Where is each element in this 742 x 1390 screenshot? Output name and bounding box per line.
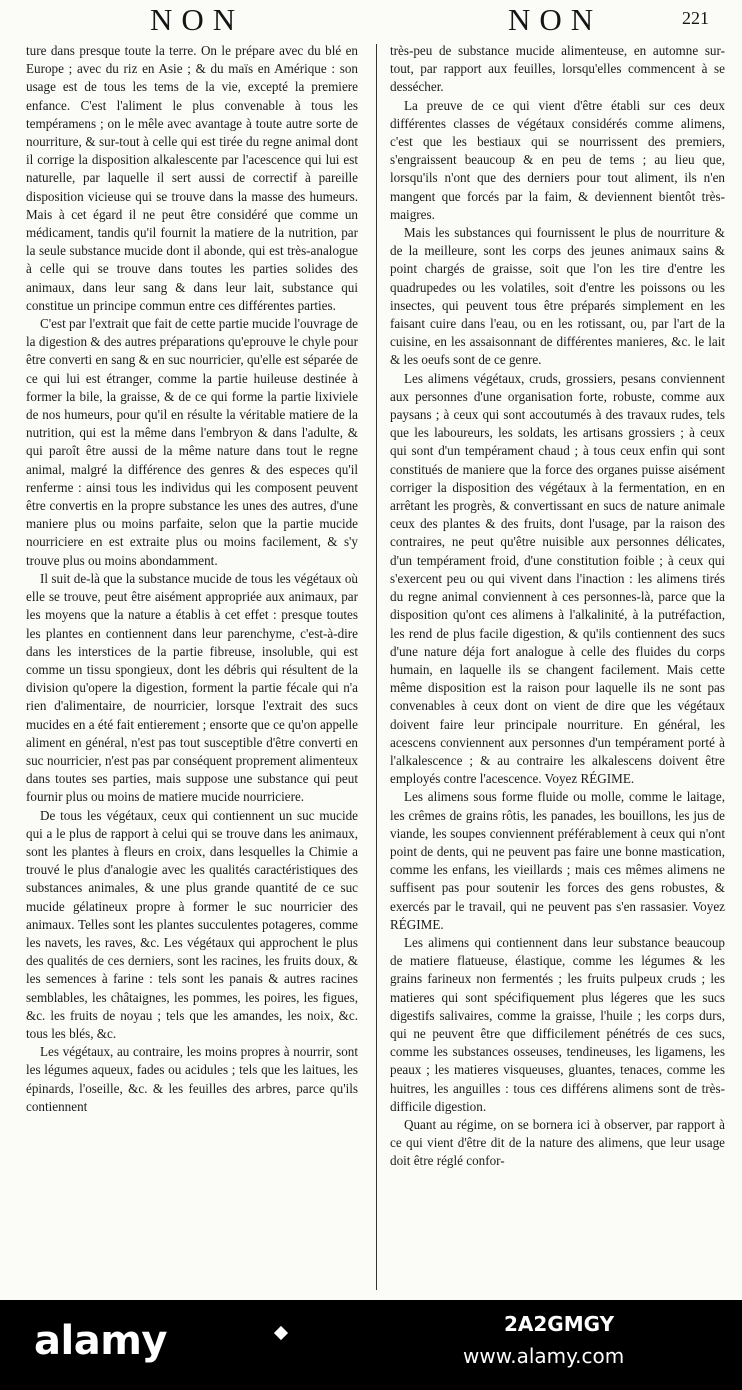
site-url: www.alamy.com <box>463 1344 625 1368</box>
paragraph: Quant au régime, on se bornera ici à observer, par rapport à ce qui vient d'être dit de la nature des alimens, que leur usage doit être réglé confor- <box>390 1116 725 1169</box>
left-headword: NON <box>150 2 245 37</box>
paragraph: Les alimens qui contiennent dans leur substance beaucoup de matiere flatueuse, élastique, comme les légumes & les grains farineux non fermentés ; les fruits pulpeux cruds ; les matieres qui sont spécifiquement plus légeres que les sucs digestifs salivaires, comme la graisse, l'huile ; les corps durs, qui ne peuvent être que difficilement pénétrés de ces sucs, comme les substances osseuses, tendineuses, les ligamens, les peaux ; les matieres visqueuses, gluantes, tenaces, comme les huitres, les anguilles : tous ces différens alimens sont de très-difficile digestion. <box>390 934 725 1114</box>
watermark-bar <box>0 1300 742 1390</box>
page-number: 221 <box>682 8 709 28</box>
paragraph: Mais les substances qui fournissent le plus de nourriture & de la meilleure, sont les corps des jeunes animaux sains & point chargés de graisse, soit que l'on les tire d'entre les quadrupedes ou les volatiles, soit d'entre les poissons ou les insectes, qui peuvent tous être préparés simplement en les faisant cuire dans l'eau, ou en les rotissant, ou, par l'art de la cuisine, en les assaisonnant de différentes manieres, &c. le lait & les oeufs sont de ce genre. <box>390 225 725 368</box>
paragraph: La preuve de ce qui vient d'être établi sur ces deux différentes classes de végétaux considérés comme alimens, c'est que les bestiaux qui se nourrissent des premiers, s'engraissent beaucoup & en peu de tems ; au lieu que, lorsqu'ils n'ont que des derniers pour tout aliment, ils n'en mangent que forcés par la faim, & deviennent bientôt très-maigres. <box>390 97 725 222</box>
logo-diamond-icon <box>274 1326 288 1340</box>
paragraph: ture dans presque toute la terre. On le prépare avec du blé en Europe ; avec du riz en Asie ; & du maïs en Amérique : son usage est de tous les tems de la vie, excepté la premiere enfance. C'est l'aliment le plus convenable à tous les tempéramens ; on le mêle avec avantage à toute autre sorte de nourriture, & sur-tout à celle qui est tirée du regne animal dont il corrige la disposition alkalescente par l'acescence qui lui est naturelle, par laquelle il sert aussi de correctif à pareille disposition vicieuse qui se trouve dans la masse des humeurs. Mais à cet égard il ne peut être considéré que comme un médicament, tandis qu'il fournit la matiere de la nutrition, par la seule substance mucide dont il abonde, qui est très-analogue à celle qui se trouve dans toutes les parties solides des animaux, dans leur sang & dans leur lait, substance qui constitue un principe commun entre ces différentes parties. <box>26 43 358 313</box>
paragraph: Les alimens sous forme fluide ou molle, comme le laitage, les crêmes de grains rôtis, les panades, les bouillons, les jus de viande, les soupes conviennent préférablement à ceux qui n'ont point de dents, qui ne peuvent pas faire une bonne mastication, comme les enfans, les vieillards ; mais ces mêmes alimens ne suffisent pas pour soutenir les forces des gens robustes, & exercés par le travail, qui ne peuvent pas s'en rassasier. Voyez RÉGIME. <box>390 789 725 932</box>
right-column <box>390 42 725 1290</box>
alamy-logo: alamy <box>34 1318 167 1364</box>
paragraph: De tous les végétaux, ceux qui contiennent un suc mucide qui a le plus de rapport à celui qui se trouve dans les animaux, sont les plantes à fleurs en croix, dans lesquelles la Chimie a trouvé le plus d'analogie avec les qualités caractéristiques des substances animales, & une plus grande quantité de ce suc mucide gélatineux propre à former le suc nourricier des animaux. Telles sont les plantes succulentes potageres, comme les navets, les raves, &c. Les végétaux qui approchent le plus des qualités de ces derniers, sont les racines, les fruits doux, & les semences à farine : tels sont les panais & autres racines semblables, les châtaignes, les pommes, les poires, les figues, &c. les fruits de noyau ; tels que les amandes, les noix, &c. tous les blés, &c. <box>26 807 358 1041</box>
column-divider <box>376 44 377 1290</box>
running-header <box>0 0 742 40</box>
paragraph: Les végétaux, au contraire, les moins propres à nourrir, sont les légumes aqueux, fades ou acidules ; tels que les laitues, les épinards, l'oseille, &c. & les feuilles des arbres, parce qu'ils contiennent <box>26 1044 358 1114</box>
stock-id: 2A2GMGY <box>504 1312 615 1336</box>
right-headword: NON <box>508 2 603 37</box>
left-column <box>26 42 358 1290</box>
paragraph: très-peu de substance mucide alimenteuse, en automne sur-tout, par rapport aux feuilles, lorsqu'elles commencent à se dessécher. <box>390 43 725 95</box>
paragraph: C'est par l'extrait que fait de cette partie mucide l'ouvrage de la digestion & des autres préparations qu'eprouve le chyle pour être converti en sang & en suc nourricier, qu'elle est séparée de ce qui lui est étranger, comme la partie huileuse destinée à former la bile, la graisse, & de ce qui forme la partie lixiviele de nos humeurs, pour qu'il en résulte la véritable matiere de la nutrition, qui est la même dans l'embryon & dans l'adulte, & qui paroît être aussi de la même nature dans tout le regne animal, malgré la différence des genres & des especes qu'il renferme : ainsi tous les individus qui les composent peuvent être convertis en la propre substance les unes des autres, d'une maniere plus ou moins parfaite, selon que la partie mucide nourriciere en est extraite plus ou moins facilement, & s'y trouve plus ou moins abondamment. <box>26 316 358 568</box>
paragraph: Il suit de-là que la substance mucide de tous les végétaux où elle se trouve, peut être aisément appropriée aux animaux, par les moyens que la nature a établis à cet effet : presque toutes les plantes en contiennent dans leur parenchyme, c'est-à-dire dans les interstices de la partie fibreuse, insoluble, qui est comme un tissu spongieux, dont les débris qui résultent de la division qu'opere la digestion, forment la partie fécale qui n'a rien d'alimentaire, de nourricier, lorsque l'extrait des sucs mucides en a été fait entierement ; ensorte que ce qu'on appelle aliment en général, n'est pas tout susceptible d'être converti en suc nourricier, n'est pas par conséquent proprement alimenteux dans toutes ses parties, mais suppose une substance qui peut fournir plus ou moins de matiere mucide nourriciere. <box>26 570 358 805</box>
paragraph: Les alimens végétaux, cruds, grossiers, pesans conviennent aux personnes d'une organisation forte, robuste, comme aux paysans ; à ceux qui sont accoutumés à des travaux rudes, tels que les laboureurs, les soldats, les artisans grossiers ; à ceux qui sont d'un tempérament chaud ; à tous ceux enfin qui sont constitués de maniere que la force des organes puisse aisément corriger la disposition des végétaux à la fermentation, en en arrêtant les progrès, & convertissant en sucs de nature animale ceux des plantes & des fruits, dont l'usage, par la raison des contraires, ne peut qu'être nuisible aux personnes délicates, d'un tempérament froid, d'une constitution foible ; à ceux qui s'exercent peu ou qui vivent dans l'inaction : les alimens tirés du regne animal conviennent à ces personnes-là, parce que la disposition qu'ont ces alimens à l'alkalinité, à la putréfaction, les rend de plus facile digestion, & qu'ils contiennent des sucs d'une nature déja fort analogue à celle des fluides du corps humain, en laquelle ils se changent facilement. Mais cette même disposition est la raison pour laquelle ils ne sont pas convenables à ceux dont on vient de dire que les végétaux doivent faire leur principale nourriture. En général, les acescens conviennent aux personnes d'un tempérament porté à l'alkalescence ; & au contraire les alkalescens doivent être employés contre l'acescence. Voyez RÉGIME. <box>390 370 725 787</box>
